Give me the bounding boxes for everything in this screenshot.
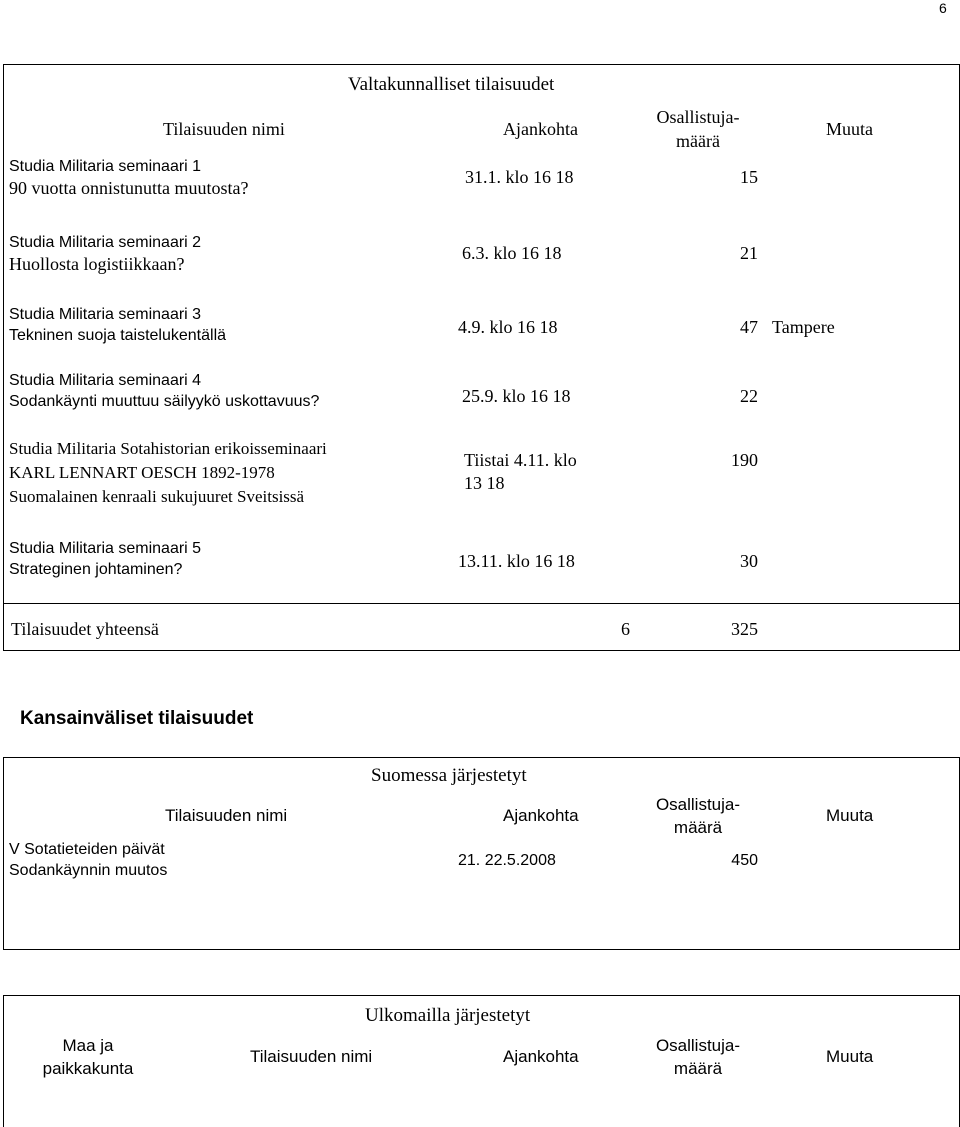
domestic-row-name-line1: V Sotatieteiden päivät [9,841,165,858]
row-2-participants: 21 [740,243,758,263]
international-title: Kansainväliset tilaisuudet [20,708,254,729]
abroad-header-country-line1: Maa ja [62,1036,114,1055]
row-6-participants: 30 [740,551,758,571]
domestic-row-date: 21. 22.5.2008 [458,852,556,869]
row-3-name-line2: Tekninen suoja taistelukentällä [9,327,227,344]
row-5-name-line2: KARL LENNART OESCH 1892-1978 [9,463,275,482]
row-1-name-line2: 90 vuotta onnistunutta muutosta? [9,178,249,198]
row-4-participants: 22 [740,386,758,406]
row-5-name-line3: Suomalainen kenraali sukujuuret Sveitsissä [9,487,305,506]
row-6-name-line1: Studia Militaria seminaari 5 [9,540,202,557]
row-4-name-line1: Studia Militaria seminaari 4 [9,372,202,389]
domestic-header-participants-line2: määrä [673,818,723,837]
header-date: Ajankohta [503,119,578,139]
domestic-header-other: Muuta [826,806,874,825]
header-participants-line2: määrä [676,131,720,151]
row-4-date: 25.9. klo 16 18 [462,386,571,406]
domestic-header-name: Tilaisuuden nimi [165,806,288,825]
row-5-name-line1: Studia Militaria Sotahistorian erikoisseminaari [9,439,327,458]
abroad-header-participants-line2: määrä [673,1059,723,1078]
domestic-title: Suomessa järjestetyt [371,765,527,786]
abroad-header-participants-line1: Osallistuja- [655,1036,741,1055]
abroad-header-other: Muuta [826,1047,874,1066]
row-1-name-line1: Studia Militaria seminaari 1 [9,158,202,175]
row-1-participants: 15 [740,167,758,187]
totals-participants: 325 [731,619,758,639]
page-number: 6 [939,0,947,16]
row-5-date-line2: 13 18 [464,473,505,493]
row-4-name-line2: Sodankäynti muuttuu säilyykö uskottavuus? [9,393,320,410]
row-3-name-line1: Studia Militaria seminaari 3 [9,306,202,323]
row-3-participants: 47 [740,317,758,337]
totals-count: 6 [621,619,630,639]
row-5-date-line1: Tiistai 4.11. klo [464,450,577,470]
abroad-header-date: Ajankohta [503,1047,579,1066]
row-6-date: 13.11. klo 16 18 [458,551,575,571]
national-title: Valtakunnalliset tilaisuudet [348,74,555,95]
row-2-name-line2: Huollosta logistiikkaan? [9,254,185,274]
header-participants-line1: Osallistuja- [656,107,740,127]
header-name: Tilaisuuden nimi [163,119,285,139]
totals-label: Tilaisuudet yhteensä [11,619,159,639]
row-5-participants: 190 [731,450,758,470]
row-1-date: 31.1. klo 16 18 [465,167,574,187]
domestic-header-date: Ajankohta [503,806,579,825]
row-3-other: Tampere [772,317,835,337]
domestic-header-participants-line1: Osallistuja- [655,795,741,814]
domestic-row-name-line2: Sodankäynnin muutos [9,862,168,879]
abroad-title: Ulkomailla järjestetyt [365,1005,531,1026]
row-2-date: 6.3. klo 16 18 [462,243,562,263]
header-other: Muuta [826,119,873,139]
row-6-name-line2: Strateginen johtaminen? [9,561,183,578]
domestic-row-participants: 450 [731,852,758,869]
row-3-date: 4.9. klo 16 18 [458,317,558,337]
row-2-name-line1: Studia Militaria seminaari 2 [9,234,202,251]
abroad-header-country-line2: paikkakunta [42,1059,134,1078]
abroad-header-name: Tilaisuuden nimi [250,1047,373,1066]
